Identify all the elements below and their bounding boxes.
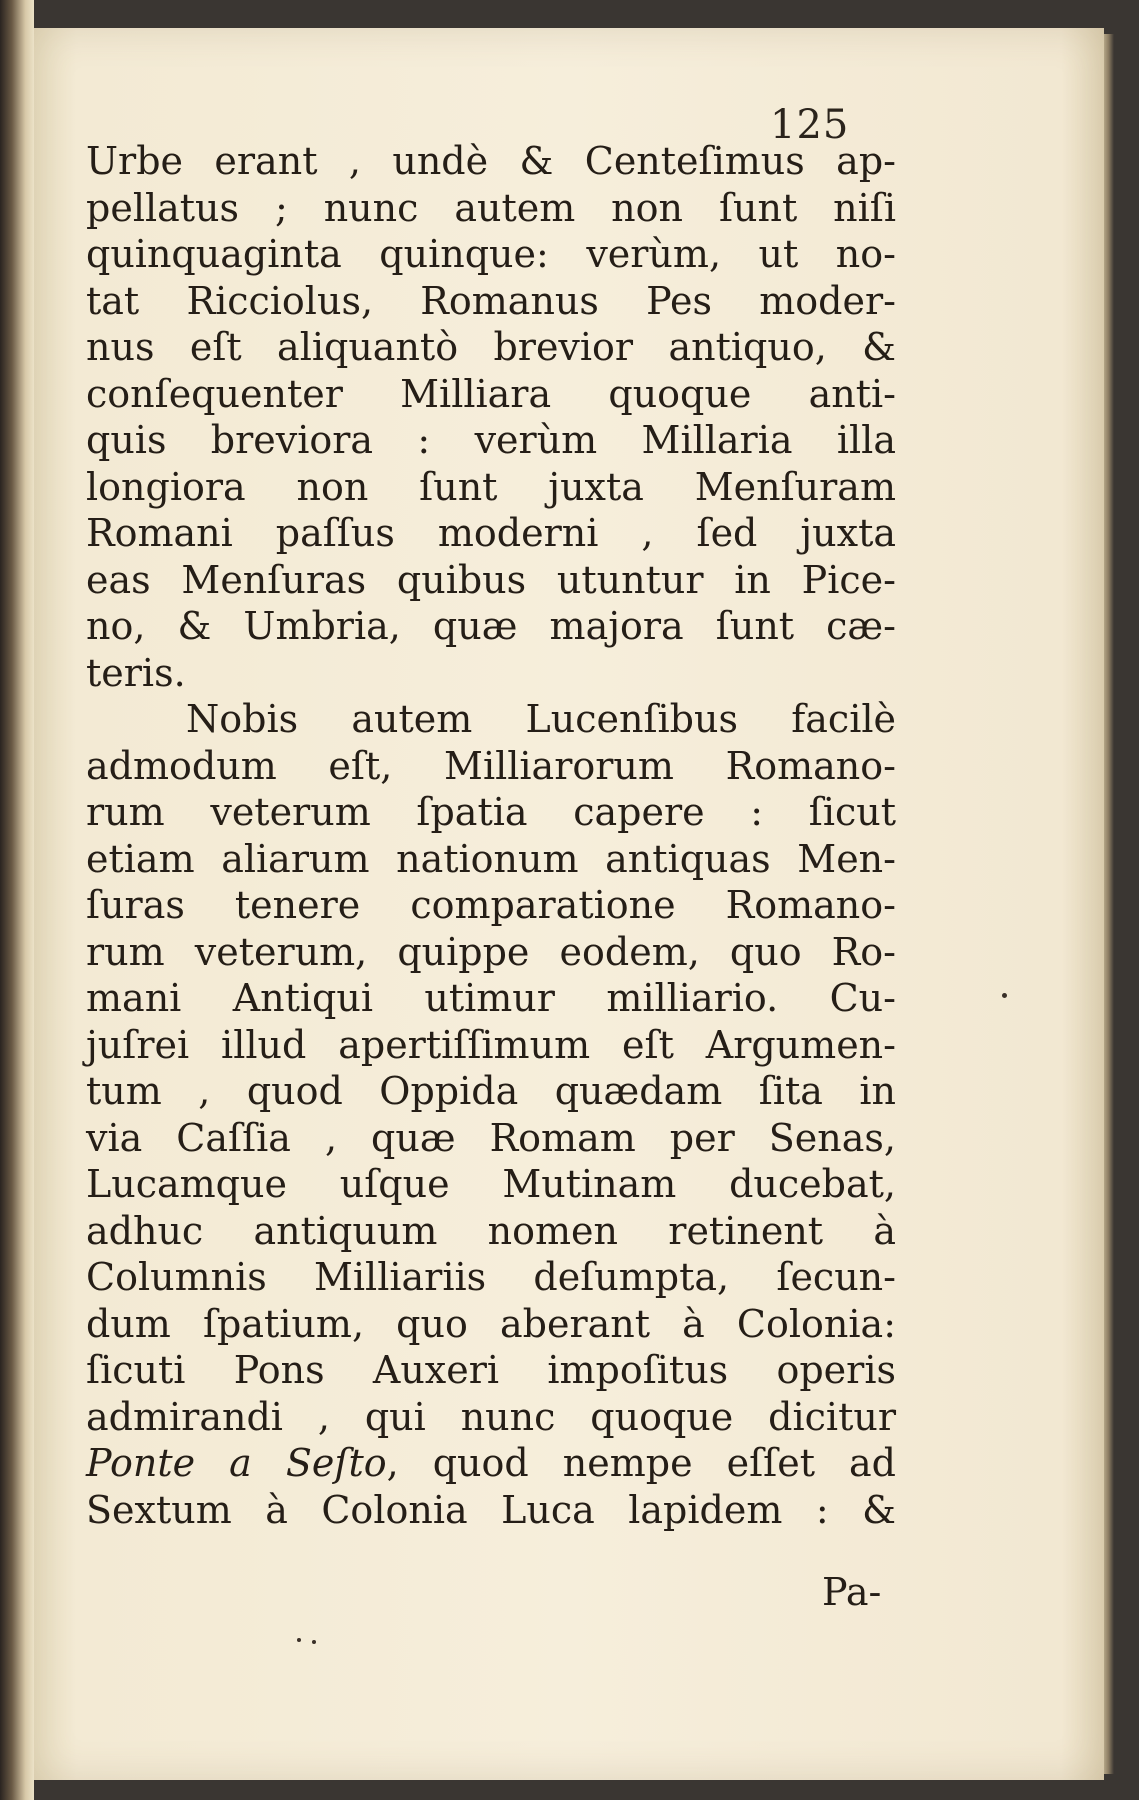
text-line: admirandi , qui nunc quoque dicitur <box>86 1394 896 1439</box>
book-spine <box>0 0 34 1800</box>
text-line: longiora non ſunt juxta Menſuram <box>86 464 896 509</box>
text-line: quinquaginta quinque: verùm, ut no- <box>86 232 896 276</box>
text-line: no, & Umbria, quæ majora ſunt cæ- <box>86 604 896 648</box>
text-line: ſicuti Pons Auxeri impoſitus operis <box>86 1348 896 1392</box>
text-line: pellatus ; nunc autem non ſunt niſi <box>86 185 896 230</box>
text-line: Romani paſſus moderni , ſed juxta <box>86 511 896 555</box>
text-line: quis breviora : verùm Millaria illa <box>86 418 896 462</box>
text-line: etiam aliarum nationum antiquas Men- <box>86 836 896 881</box>
text-line: ſuras tenere comparatione Romano- <box>86 883 896 927</box>
text-line: conſequenter Milliara quoque anti- <box>86 371 896 416</box>
text-line: rum veterum ſpatia capere : ſicut <box>86 790 896 834</box>
text-line: dum ſpatium, quo aberant à Colonia: <box>86 1301 896 1346</box>
text-line: nus eſt aliquantò brevior antiquo, & <box>86 325 896 369</box>
text-line: admodum eſt, Milliarorum Romano- <box>86 743 896 788</box>
paragraph-start-line: Nobis autem Lucenſibus facilè <box>186 697 896 741</box>
text-line: via Caſſia , quæ Romam per Senas, <box>86 1115 896 1160</box>
text-line: rum veterum, quippe eodem, quo Ro- <box>86 929 896 974</box>
text-line: Columnis Milliariis deſumpta, ſecun- <box>86 1255 896 1299</box>
catchword: Pa- <box>822 1570 882 1614</box>
text-line: juſrei illud apertiſſimum eſt Argumen- <box>86 1022 896 1067</box>
text-line: tum , quod Oppida quædam ſita in <box>86 1069 896 1113</box>
italic-line-rest: , quod nempe eſſet ad <box>386 1441 897 1485</box>
text-line: mani Antiqui utimur milliario. Cu- <box>86 976 896 1020</box>
text-line: Lucamque uſque Mutinam ducebat, <box>86 1162 896 1206</box>
text-line: eas Menſuras quibus utuntur in Pice- <box>86 557 896 602</box>
text-line: teris. <box>86 650 186 695</box>
italic-text-line <box>86 1440 896 1487</box>
ink-speck <box>1002 993 1007 998</box>
text-line: Urbe erant , undè & Centeſimus ap- <box>86 139 896 183</box>
last-text-line: Sextum à Colonia Luca lapidem : & <box>86 1487 896 1532</box>
text-line: tat Ricciolus, Romanus Pes moder- <box>86 278 896 323</box>
ink-speck <box>297 1638 301 1642</box>
body-text <box>86 138 896 1533</box>
text-line: adhuc antiquum nomen retinent à <box>86 1208 896 1253</box>
page-number: 125 <box>770 102 850 148</box>
italic-phrase: Ponte a Seſto <box>86 1441 387 1485</box>
ink-speck <box>312 1640 316 1644</box>
